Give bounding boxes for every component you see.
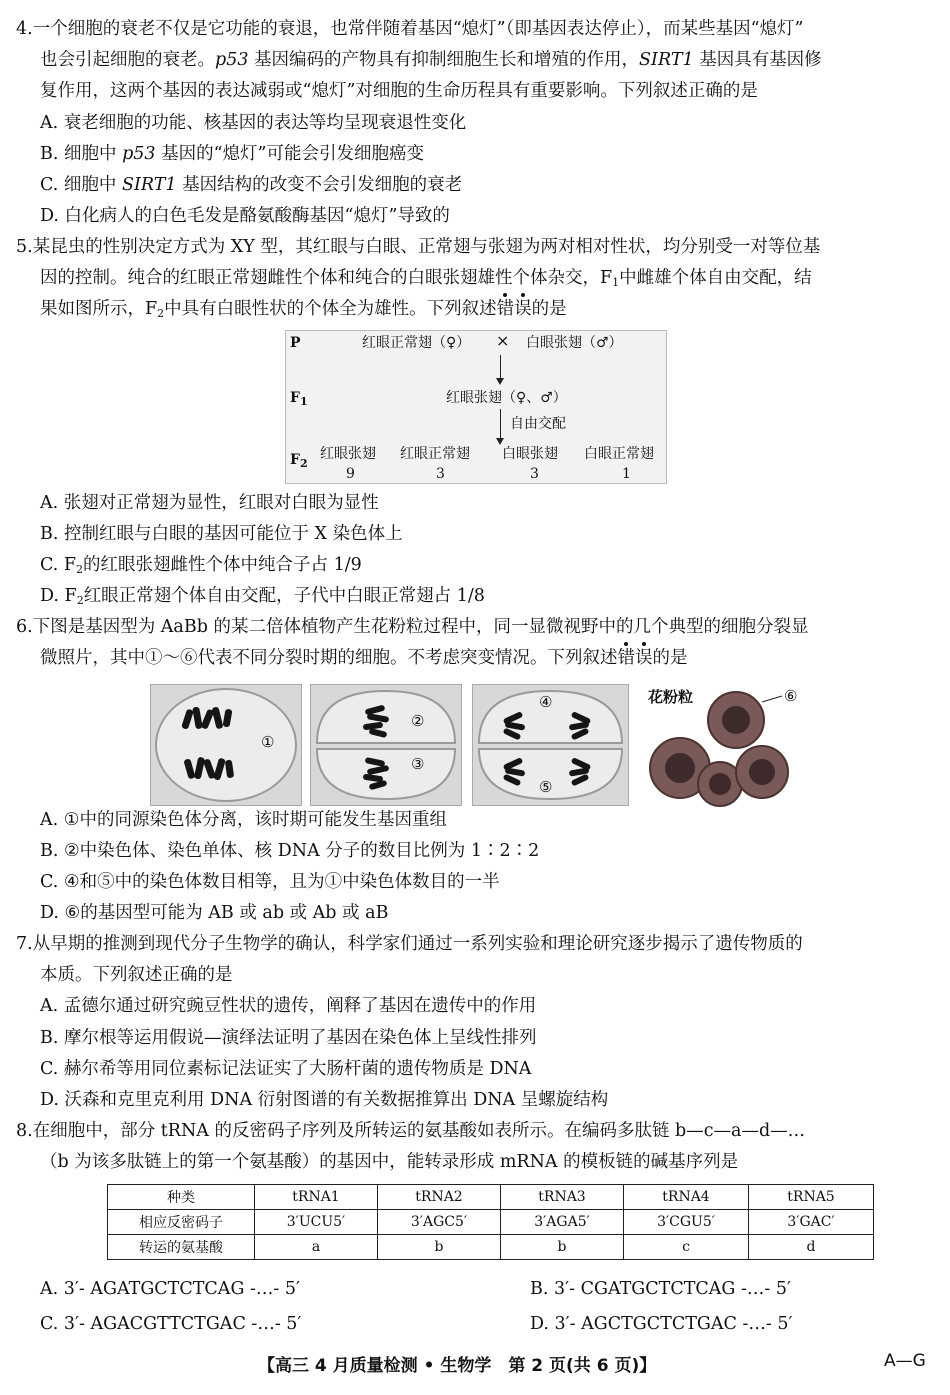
- q5-option-b: B. 控制红眼与白眼的基因可能位于 X 染色体上: [40, 524, 403, 544]
- q6-option-c: C. ④和⑤中的染色体数目相等，且为①中染色体数目的一半: [40, 872, 500, 892]
- paper-code: A—G: [884, 1351, 926, 1371]
- p-male: 白眼张翅（♂）: [526, 335, 623, 351]
- table-cell: 3′UCU5′: [255, 1210, 378, 1235]
- q7-option-c: C. 赫尔希等用同位素标记法证实了大肠杆菌的遗传物质是 DNA: [40, 1059, 532, 1079]
- cross-diagram: [285, 330, 667, 484]
- page-footer: 【高三 4 月质量检测 • 生物学 第 2 页(共 6 页)】: [258, 1356, 657, 1376]
- q7-stem-line2: 本质。下列叙述正确的是: [40, 965, 233, 985]
- q6-option-b: B. ②中染色体、染色单体、核 DNA 分子的数目比例为 1∶2∶2: [40, 841, 540, 861]
- f2-item: 红眼张翅: [320, 446, 376, 462]
- micrograph-cells-4-5: [472, 684, 629, 806]
- q4-stem-line3: 复作用，这两个基因的表达减弱或“熄灯”对细胞的生命历程具有重要影响。下列叙述正确的是: [40, 81, 758, 101]
- table-row: [108, 1185, 874, 1210]
- table-row: [108, 1210, 874, 1235]
- f2-item: 白眼张翅: [502, 446, 558, 462]
- f2-item: 白眼正常翅: [584, 446, 654, 462]
- q6-option-d: D. ⑥的基因型可能为 AB 或 ab 或 Ab 或 aB: [40, 903, 389, 923]
- arrow-f1-to-f2: [500, 409, 501, 443]
- table-cell: tRNA1: [255, 1185, 378, 1210]
- table-cell: a: [255, 1235, 378, 1260]
- cell-label-1: ①: [261, 733, 275, 751]
- q5-option-c: C. $F_2$的红眼张翅雌性个体中纯合子占 1/9: [40, 555, 362, 576]
- cell-label-6: ⑥: [784, 687, 798, 705]
- q7-option-a: A. 孟德尔通过研究豌豆性状的遗传，阐释了基因在遗传中的作用: [40, 996, 537, 1016]
- q8-stem-line2: （b 为该多肽链上的第一个氨基酸）的基因中，能转录形成 mRNA 的模板链的碱基序列是: [40, 1152, 739, 1172]
- table-row: [108, 1235, 874, 1260]
- cell-label-5: ⑤: [539, 778, 553, 796]
- table-cell: b: [501, 1235, 624, 1260]
- q5-stem-line3: 果如图所示，$F_2$中具有白眼性状的个体全为雄性。下列叙述错误的是: [40, 299, 567, 320]
- q5-stem-line1: 5.某昆虫的性别决定方式为 XY 型，其红眼与白眼、正常翅与张翅为两对相对性状，均分别受一对等位基: [16, 237, 821, 257]
- table-cell: tRNA4: [624, 1185, 749, 1210]
- table-cell: 转运的氨基酸: [108, 1235, 255, 1260]
- q4-stem-line2: 也会引起细胞的衰老。p53 基因编码的产物具有抑制细胞生长和增殖的作用，SIRT1 基因具有基因修: [40, 50, 822, 70]
- q8-stem-line1: 8.在细胞中，部分 tRNA 的反密码子序列及所转运的氨基酸如表所示。在编码多肽链 b—c—a—d—…: [16, 1121, 806, 1141]
- micrograph-cell-1: [150, 684, 302, 806]
- q8-option-b: B. 3′- CGATGCTCTCAG -…- 5′: [530, 1279, 791, 1299]
- table-cell: 相应反密码子: [108, 1210, 255, 1235]
- table-cell: 3′AGA5′: [501, 1210, 624, 1235]
- q5-option-a: A. 张翅对正常翅为显性，红眼对白眼为显性: [40, 493, 379, 513]
- table-cell: tRNA5: [749, 1185, 874, 1210]
- table-cell: 3′GAC′: [749, 1210, 874, 1235]
- f2-generation-label: $F_2$: [290, 452, 308, 470]
- q6-stem-line1: 6.下图是基因型为 AaBb 的某二倍体植物产生花粉粒过程中，同一显微视野中的几个典型的细胞分裂显: [16, 617, 809, 637]
- q4-option-d: D. 白化病人的白色毛发是酪氨酸酶基因“熄灯”导致的: [40, 206, 450, 226]
- q8-option-a: A. 3′- AGATGCTCTCAG -…- 5′: [40, 1279, 300, 1299]
- cross-symbol: ×: [496, 331, 510, 350]
- f2-count: 3: [436, 466, 445, 482]
- q5-option-d: D. $F_2$红眼正常翅个体自由交配，子代中白眼正常翅占 1/8: [40, 586, 485, 607]
- arrow-p-to-f1: [500, 355, 501, 383]
- micrograph-cells-2-3: [310, 684, 462, 806]
- cell-label-2: ②: [411, 712, 425, 730]
- q7-option-d: D. 沃森和克里克利用 DNA 衍射图谱的有关数据推算出 DNA 呈螺旋结构: [40, 1090, 609, 1110]
- q8-option-d: D. 3′- AGCTGCTCTGAC -…- 5′: [530, 1314, 793, 1334]
- q6-option-a: A. ①中的同源染色体分离，该时期可能发生基因重组: [40, 810, 447, 830]
- micrograph-pollen: [640, 684, 810, 808]
- cell-label-3: ③: [411, 755, 425, 773]
- table-cell: 种类: [108, 1185, 255, 1210]
- q4-option-b: B. 细胞中 p53 基因的“熄灯”可能会引发细胞癌变: [40, 144, 425, 164]
- table-cell: b: [378, 1235, 501, 1260]
- cell-label-4: ④: [539, 693, 553, 711]
- q4-option-c: C. 细胞中 SIRT1 基因结构的改变不会引发细胞的衰老: [40, 175, 463, 195]
- table-cell: 3′AGC5′: [378, 1210, 501, 1235]
- table-cell: c: [624, 1235, 749, 1260]
- q4-option-a: A. 衰老细胞的功能、核基因的表达等均呈现衰退性变化: [40, 113, 467, 133]
- f1-offspring: 红眼张翅（♀、♂）: [446, 390, 567, 406]
- f2-count: 9: [346, 466, 355, 482]
- p-female: 红眼正常翅（♀）: [362, 335, 471, 351]
- q7-stem-line1: 7.从早期的推测到现代分子生物学的确认，科学家们通过一系列实验和理论研究逐步揭示了遗传物质的: [16, 934, 803, 954]
- pollen-label: 花粉粒: [648, 688, 694, 706]
- f1-generation-label: $F_1$: [290, 390, 308, 408]
- trna-table: [107, 1184, 874, 1260]
- f2-count: 3: [530, 466, 539, 482]
- q5-stem-line2: 因的控制。纯合的红眼正常翅雌性个体和纯合的白眼张翅雄性个体杂交，$F_1$中雌雄个体自由交配，结: [40, 268, 812, 289]
- table-cell: tRNA2: [378, 1185, 501, 1210]
- cells-2-3-image: [311, 685, 461, 805]
- table-cell: tRNA3: [501, 1185, 624, 1210]
- cell-1-image: [151, 685, 301, 805]
- table-cell: d: [749, 1235, 874, 1260]
- f2-item: 红眼正常翅: [400, 446, 470, 462]
- table-cell: 3′CGU5′: [624, 1210, 749, 1235]
- q4-stem-line1: 4.一个细胞的衰老不仅是它功能的衰退，也常伴随着基因“熄灯”（即基因表达停止），而某些基因“熄灯”: [16, 19, 804, 39]
- p-generation-label: P: [290, 335, 301, 351]
- q8-option-c: C. 3′- AGACGTTCTGAC -…- 5′: [40, 1314, 302, 1334]
- f2-count: 1: [622, 466, 631, 482]
- q6-stem-line2: 微照片，其中①～⑥代表不同分裂时期的细胞。不考虑突变情况。下列叙述错误的是: [40, 648, 688, 668]
- q7-option-b: B. 摩尔根等运用假说—演绎法证明了基因在染色体上呈线性排列: [40, 1028, 537, 1048]
- mating-label: 自由交配: [510, 416, 566, 432]
